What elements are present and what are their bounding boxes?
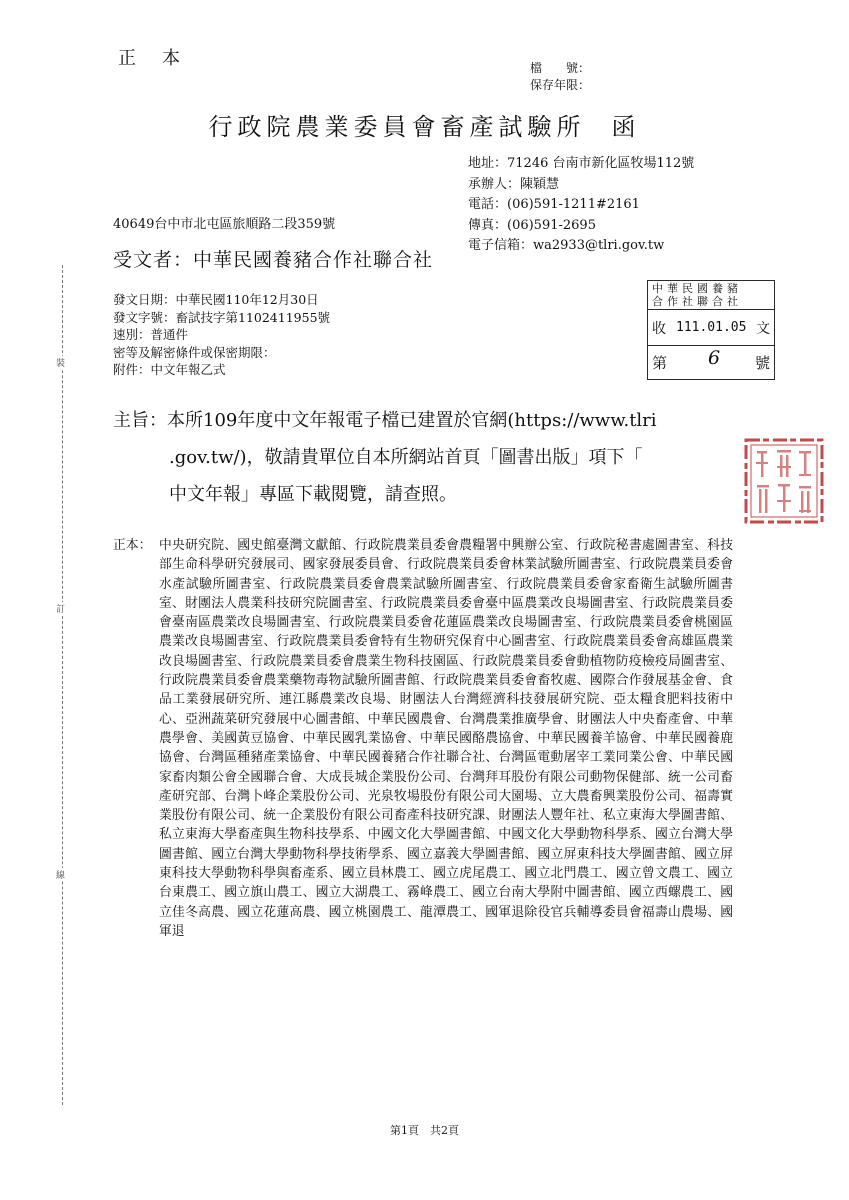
binding-line (62, 265, 63, 1105)
binding-mark-xian: 線 (56, 868, 65, 881)
official-seal (744, 438, 824, 524)
receipt-stamp (647, 280, 775, 380)
stamp-ordinal-prefix: 第 (652, 354, 668, 372)
issuing-organization: 行政院農業委員會畜產試驗所 (208, 113, 586, 141)
cc-label: 正本： (113, 538, 152, 553)
stamp-org-line-2: 合作社聯合社 (652, 295, 742, 308)
document-meta (113, 291, 330, 379)
binding-mark-ding: 訂 (56, 602, 65, 615)
file-number-label: 檔 號： (530, 61, 591, 75)
fax-number: 傳真：(06)591-2695 (468, 217, 596, 233)
phone-number: 電話：(06)591-1211#2161 (468, 197, 640, 212)
stamp-document-char: 文 (756, 321, 770, 337)
stamp-org-line-1: 中華民國養豬 (652, 282, 742, 295)
email-address: 電子信箱：wa2933@tlri.gov.tw (468, 238, 665, 253)
subject-line-2: .gov.tw/)，敬請貴單位自本所網站首頁「圖書出版」項下「 (169, 447, 643, 468)
sender-contact-block (468, 154, 694, 257)
archive-info (530, 60, 590, 94)
document-title (0, 107, 849, 142)
recipient-address: 40649台中市北屯區旅順路二段359號 (113, 217, 336, 232)
stamp-receive-char: 收 (652, 321, 666, 337)
cc-list: 中央研究院、國史館臺灣文獻館、行政院農業員委會農糧署中興辦公室、行政院秘書處圖書室、科技部生命科學研究發展司、國家發展委員會、行政院農業員委會林業試驗所圖書室、行政院農業員委會水產試驗所圖書室、行政院農業員委會農業試驗所圖書室、行政院農業員委會家畜衛生試驗所圖書室、財團法人農業科技研究院圖書室、行政院農業員委會臺中區農業改良場圖書室、行政院農業員委會臺南區農業改良場圖書室、行政院農業員委會花蓮區農業改良場圖書室、行政院農業員委會桃園區農業改良場圖書室、行政院農業員委會特有生物研究保育中心圖書室、行政院農業員委會高雄區農業改良場圖書室、行政院農業員委會農業生物科技園區、行政院農業員委會動植物防疫檢疫局圖書室、行政院農業員委會農業藥物毒物試驗所圖書館、行政院農業員委會畜牧處、國際合作發展基金會、食品工業發展研究所、連江縣農業改良場、財團法人台灣經濟科技發展研究院、亞太糧食肥料技術中心、亞洲蔬菜研究發展中心圖書館、中華民國農會、台灣農業推廣學會、財團法人中央畜產會、中華農學會、美國黃豆協會、中華民國乳業協會、中華民國酪農協會、中華民國養羊協會、中華民國養鹿協會、台灣區種豬產業協會、中華民國養豬合作社聯合社、台灣區電動屠宰工業同業公會、中華民國家畜肉類公會全國聯合會、大成長城企業股份公司、台灣拜耳股份有限公司動物保健部、統一公司畜產研究部、台灣卜峰企業股份公司、光泉牧場股份有限公司大園場、立大農畜興業股份公司、福壽實業股份有限公司、統一企業股份有限公司畜產科技研究課、財團法人豐年社、私立東海大學圖書館、私立東海大學畜產與生物科技學系、中國文化大學圖書館、中國文化大學動物科學系、國立台灣大學圖書館、國立台灣大學動物科學技術學系、國立嘉義大學圖書館、國立屏東科技大學圖書館、國立屏東科技大學動物科學與畜產系、國立員林農工、國立虎尾農工、國立北門農工、國立曾文農工、國立台東農工、國立旗山農工、國立大湖農工、霧峰農工、國立台南大學附中圖書館、國立西螺農工、國立佳冬高農、國立花蓮高農、國立桃園農工、龍潭農工、國軍退除役官兵輔導委員會福壽山農場、國軍退 (159, 538, 733, 939)
recipient: 受文者：中華民國養豬合作社聯合社 (113, 249, 434, 271)
document-type: 函 (611, 113, 641, 141)
stamp-date: 111.01.05 (676, 320, 747, 335)
binding-mark-zhuang: 裝 (56, 356, 65, 369)
subject-line-1: 主旨：本所109年度中文年報電子檔已建置於官網(https://www.tlri (113, 410, 657, 431)
classification: 密等及解密條件或保密期限： (113, 344, 276, 360)
urgency: 速別：普通件 (113, 327, 189, 343)
stamp-number-suffix: 號 (754, 354, 770, 372)
stamp-receipt-number: 6 (708, 347, 721, 369)
issue-date: 發文日期：中華民國110年12月30日 (113, 292, 319, 307)
stamp-org-row (648, 281, 774, 310)
case-officer: 承辦人：陳穎慧 (468, 176, 560, 192)
stamp-organization (652, 282, 742, 308)
cc-recipients (113, 536, 733, 941)
seal-glyph-marks (756, 450, 811, 513)
page-footer: 第1頁 共2頁 (390, 1124, 459, 1137)
copy-mark: 正本 (118, 48, 206, 69)
subject-line-3: 中文年報」專區下載閱覽，請查照。 (169, 484, 457, 505)
document-number: 發文字號：畜試技字第1102411955號 (113, 309, 331, 325)
subject-block (113, 402, 657, 513)
attachment: 附件：中文年報乙式 (113, 362, 226, 378)
retention-period-label: 保存年限： (530, 78, 591, 92)
stamp-date-row (648, 309, 774, 346)
sender-address: 地址：71246 台南市新化區牧場112號 (468, 156, 695, 171)
